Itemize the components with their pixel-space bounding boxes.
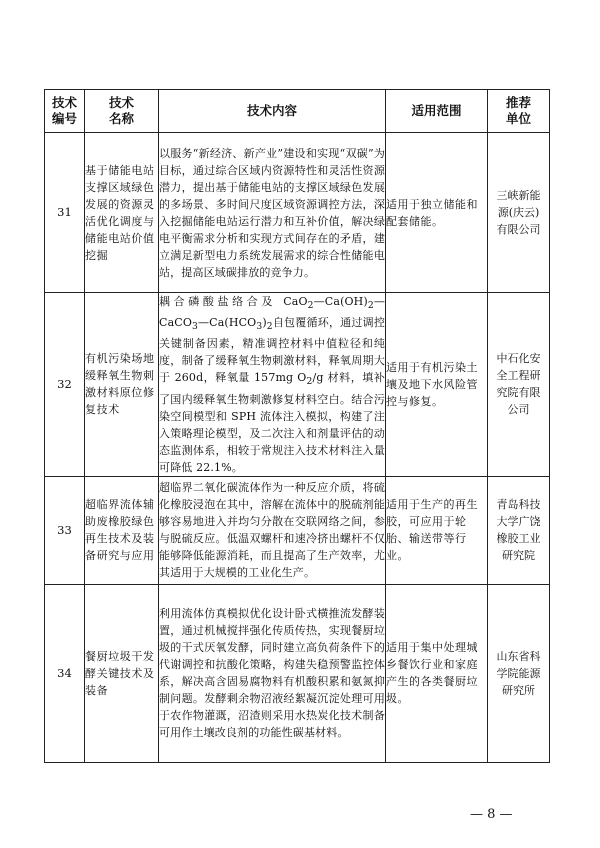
header-tech-id — [45, 90, 85, 133]
subscript: 2 — [367, 300, 374, 312]
tech-id: 31 — [45, 133, 85, 293]
content-text: 耦合磷酸盐络合及 CaO — [159, 295, 308, 308]
recommending-unit — [488, 133, 550, 293]
unit-line: 公司 — [507, 403, 530, 417]
table-row — [45, 293, 550, 477]
unit-line: 究院有限 — [496, 386, 541, 400]
tech-content: 以服务“新经济、新产业”建设和实现“双碳”为目标，通过综合区域内资源特性和灵活性资源潜力，提出基于储能电站的支撑区域绿色发展的多场景、多时间尺度区域资源调控方法，深入挖掘储能电站运行潜力和互补价值，解决绿电平衡需求分析和实现方式间存在的矛盾，建立满足新型电力系统发展需求的综合性储能电站，提高区域碳排放的竞争力。 — [159, 133, 386, 293]
content-text: —Ca(HCO — [198, 316, 257, 330]
subscript: 3 — [192, 321, 198, 333]
header-tech-id-line2: 编号 — [51, 111, 77, 126]
tech-scope: 适用于生产的再生胶，可应用于轮胎、输送带等行业。 — [386, 476, 488, 584]
subscript: 3 — [256, 321, 263, 333]
tech-id: 32 — [45, 293, 85, 477]
header-unit-line2: 单位 — [505, 111, 531, 126]
header-tech-content: 技术内容 — [159, 90, 386, 133]
unit-line: 三峡新能 — [496, 189, 541, 202]
unit-line: 全工程研 — [496, 369, 541, 383]
table-row — [45, 133, 550, 293]
recommending-unit — [488, 293, 550, 477]
content-text: /g 材料，填补了国内缓释氧生物刺激修复材料空白。结合污染空间模型和 SPH 流体注入模拟，构建了注入策略理论模型，及二次注入和剂量评估的动态监测体系，相较于常规注入技术材料注入量可降低 22.1%。 — [159, 371, 385, 474]
unit-line: 橡胶工业 — [496, 532, 541, 546]
subscript: 2 — [266, 321, 273, 333]
content-text: —CaCO — [159, 295, 385, 330]
unit-line: 山东省科 — [496, 649, 541, 663]
header-unit — [488, 90, 550, 133]
tech-name: 餐厨垃圾干发酵关键技术及装备 — [85, 584, 159, 762]
tech-content: 利用流体仿真模拟优化设计卧式横推流发酵装置，通过机械搅拌强化传质传热，实现餐厨垃圾的干式厌氧发酵，同时建立高负荷条件下的代谢调控和抗酸化策略，构建失稳预警监控体系，解决高含固易腐物料有机酸积累和氨氮抑制问题。发酵剩余物沼液经絮凝沉淀处理可用于农作物灌溉，沼渣则采用水热炭化技术制备可用作土壤改良剂的功能性碳基材料。 — [159, 584, 386, 762]
table-row — [45, 584, 550, 762]
unit-line: 有限公司 — [496, 223, 541, 236]
recommending-unit — [488, 476, 550, 584]
technology-table — [44, 89, 550, 763]
tech-scope: 适用于独立储能和配套储能。 — [386, 133, 488, 293]
tech-id: 34 — [45, 584, 85, 762]
content-text: —Ca(OH) — [313, 295, 368, 308]
unit-line: 中石化安 — [496, 352, 541, 366]
unit-line: 青岛科技 — [496, 498, 541, 512]
page-number: — 8 — — [470, 807, 513, 822]
header-tech-name — [85, 90, 159, 133]
content-text: ) — [262, 316, 267, 330]
recommending-unit — [488, 584, 550, 762]
tech-content: 超临界二氧化碳流体作为一种反应介质，将硫化橡胶浸泡在其中，溶解在流体中的脱硫剂能够容易地进入并均匀分散在交联网络之间，参与脱硫反应。低温双螺杆和速冷挤出螺杆不仅能够降低能源消耗，而且提高了生产效率，尤其适用于大规模的工业化生产。 — [159, 476, 386, 584]
header-row — [45, 90, 550, 133]
header-unit-line1: 推荐 — [505, 95, 531, 110]
tech-name: 基于储能电站支撑区域绿色发展的资源灵活优化调度与储能电站价值挖掘 — [85, 133, 159, 293]
unit-line: 研究院 — [502, 549, 535, 563]
tech-name: 超临界流体辅助废橡胶绿色再生技术及装备研究与应用 — [85, 476, 159, 584]
unit-line: 大学广饶 — [496, 515, 541, 529]
tech-name: 有机污染场地缓释氧生物刺激材料原位修复技术 — [85, 293, 159, 477]
unit-line: 源(庆云) — [497, 206, 540, 219]
unit-line: 研究所 — [502, 683, 535, 697]
header-tech-id-line1: 技术 — [51, 95, 77, 110]
unit-line: 学院能源 — [496, 666, 541, 680]
subscript: 2 — [306, 376, 313, 388]
header-tech-name-line2: 名称 — [108, 111, 134, 126]
header-tech-name-line1: 技术 — [108, 95, 134, 110]
tech-id: 33 — [45, 476, 85, 584]
table-row — [45, 476, 550, 584]
tech-scope: 适用于有机污染土壤及地下水风险管控与修复。 — [386, 293, 488, 477]
content-text: 自包覆循环，通过调控关键制备因素，精准调控材料中值粒径和纯度，制备了缓释氧生物刺激材料，释氧周期大于 260d，释氧量 157mg O — [159, 316, 385, 385]
tech-scope: 适用于集中处理城乡餐饮行业和家庭产生的各类餐厨垃圾。 — [386, 584, 488, 762]
subscript: 2 — [307, 300, 314, 312]
tech-content — [159, 293, 386, 477]
header-scope: 适用范围 — [386, 90, 488, 133]
